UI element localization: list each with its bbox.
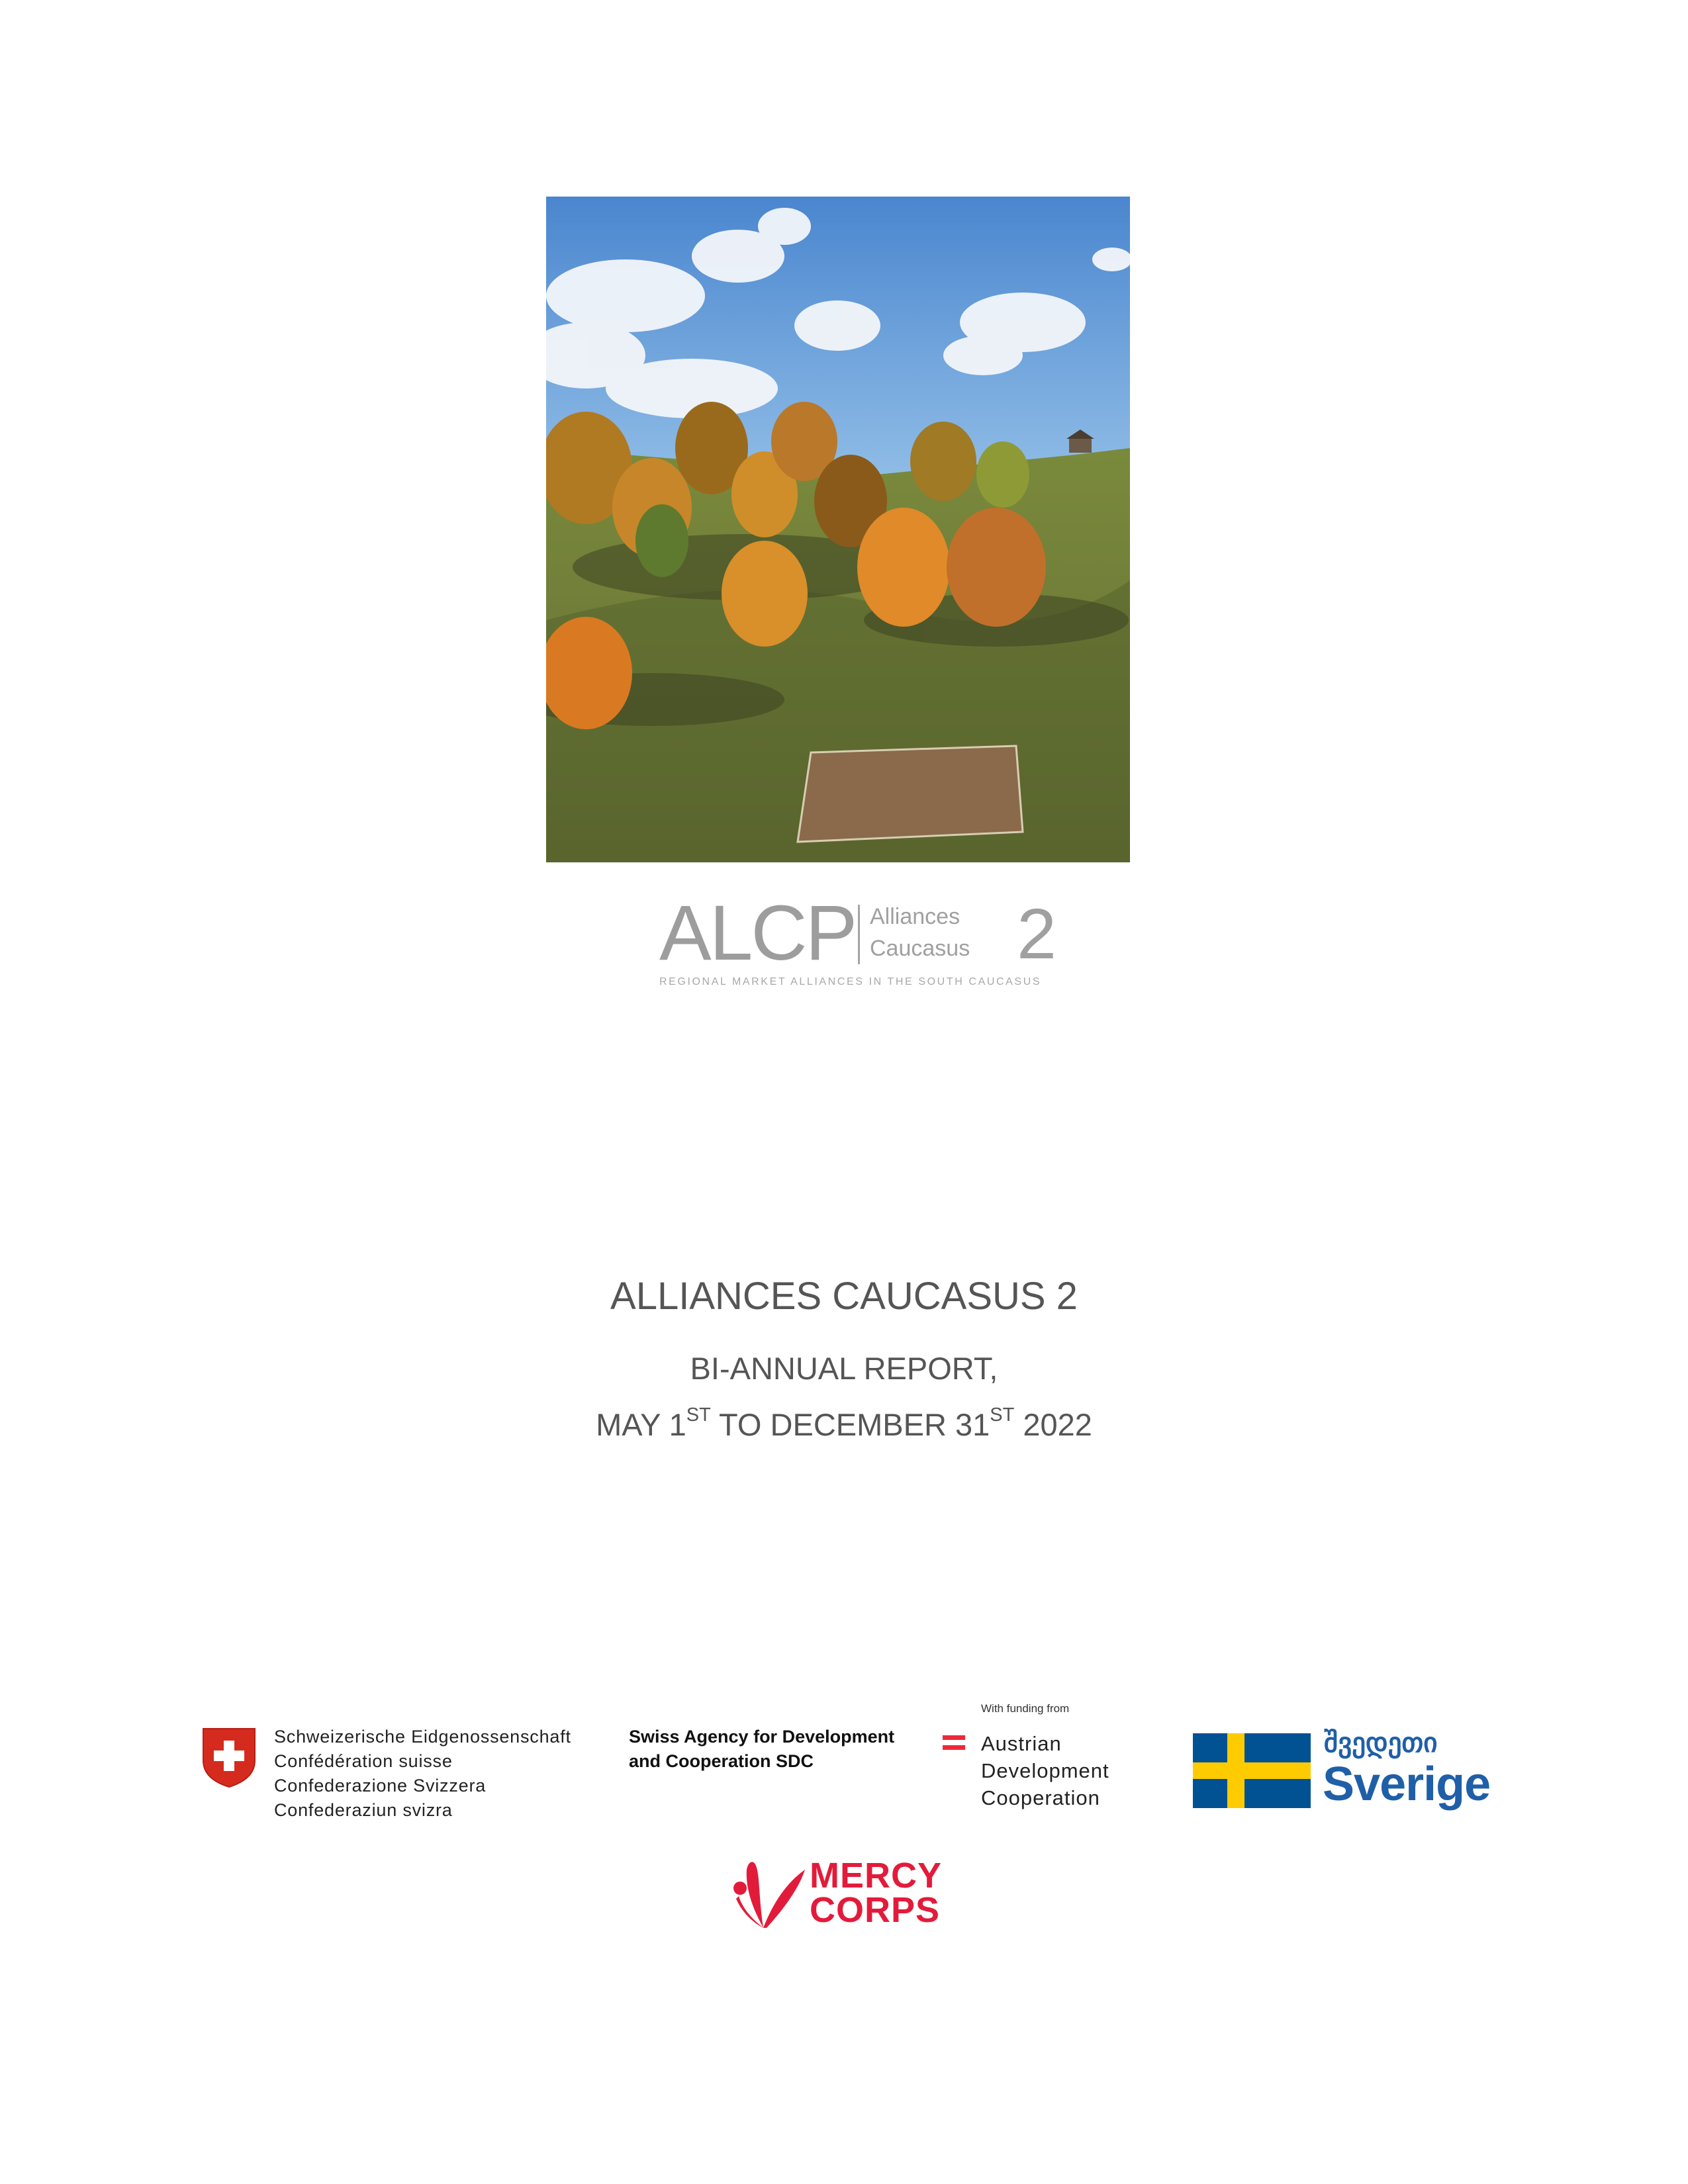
swiss-line-fr: Confédération suisse [274,1751,453,1771]
autumn-landscape-photo [546,197,1130,862]
swiss-line-de: Schweizerische Eidgenossenschaft [274,1727,571,1747]
sweden-flag-icon [1193,1733,1311,1808]
swiss-shield-icon [202,1727,256,1788]
dates-sup-1: ST [686,1404,711,1426]
dates-middle: TO DECEMBER 31 [710,1407,990,1442]
dates-prefix: MAY 1 [596,1407,686,1442]
mercy-corps-line-1: MERCY [810,1856,943,1895]
ada-line-3: Cooperation [981,1786,1100,1809]
alcp-tagline: REGIONAL MARKET ALLIANCES IN THE SOUTH CAUCASUS [659,976,1042,987]
funder-logos [0,1694,1688,1827]
alcp-word-alliances: Alliances [870,904,961,929]
ada-logo-text [981,1730,1109,1811]
alcp-number: 2 [1017,893,1057,974]
dates-sup-2: ST [990,1404,1015,1426]
mercy-corps-logo [727,1850,952,1936]
alcp-divider [858,905,860,964]
mercy-corps-line-2: CORPS [810,1890,941,1930]
dates-suffix: 2022 [1014,1407,1092,1442]
sweden-name: Sverige [1323,1758,1491,1811]
sweden-georgian-name: შვედეთი [1324,1727,1438,1758]
report-title: ALLIANCES CAUCASUS 2 [610,1275,1078,1318]
swiss-line-it: Confederazione Svizzera [274,1776,487,1796]
swiss-confederation-text [274,1725,571,1823]
mercy-corps-mark-icon [727,1850,813,1936]
report-dates [0,1406,1688,1443]
alcp-acronym: ALCP [659,889,856,977]
ada-funding-label: With funding from [981,1702,1070,1715]
swiss-line-rm: Confederaziun svizra [274,1800,453,1820]
sdc-line-2: and Cooperation SDC [629,1751,814,1771]
austria-flag-icon [943,1735,965,1750]
alcp-logo [659,890,1056,996]
ada-line-2: Development [981,1759,1109,1782]
cover-photo [546,197,1130,862]
sdc-logo-text [629,1725,894,1774]
alcp-word-caucasus: Caucasus [870,936,970,961]
ada-line-1: Austrian [981,1732,1062,1755]
sdc-line-1: Swiss Agency for Development [629,1727,895,1747]
report-subtitle: BI-ANNUAL REPORT, [690,1351,998,1386]
